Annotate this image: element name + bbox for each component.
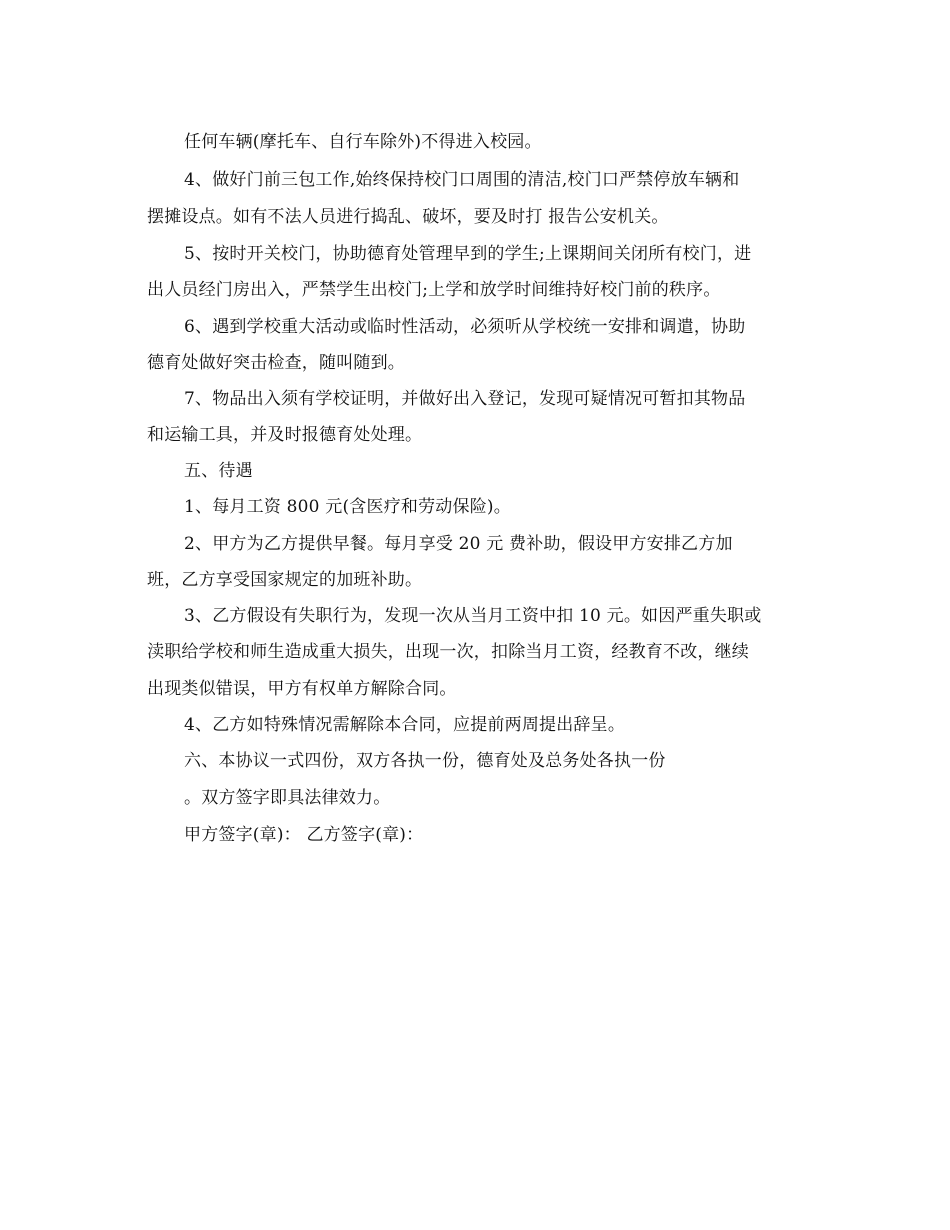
text-line: 5、按时开关校门，协助德育处管理早到的学生;上课期间关闭所有校门，进 [184,244,752,264]
text-line: 。双方签字即具法律效力。 [184,788,391,808]
text-line: 7、物品出入须有学校证明，并做好出入登记，发现可疑情况可暂扣其物品 [184,389,746,409]
signature-line: 甲方签字(章)： 乙方签字(章)： [184,825,424,845]
text-line: 和运输工具，并及时报德育处处理。 [147,425,423,445]
section-heading: 五、待遇 [184,461,253,481]
text-line: 2、甲方为乙方提供早餐。每月享受 20 元 费补助，假设甲方安排乙方加 [184,534,733,554]
text-line: 六、本协议一式四份，双方各执一份，德育处及总务处各执一份 [184,751,666,771]
text-line: 1、每月工资 800 元(含医疗和劳动保险)。 [184,497,511,517]
text-line: 摆摊设点。如有不法人员进行捣乱、破坏，要及时打 报告公安机关。 [147,207,669,227]
text-line: 任何车辆(摩托车、自行车除外)不得进入校园。 [184,132,542,152]
text-line: 德育处做好突击检查，随叫随到。 [147,353,405,373]
text-line: 出现类似错误，甲方有权单方解除合同。 [147,679,457,699]
text-line: 出人员经门房出入，严禁学生出校门;上学和放学时间维持好校门前的秩序。 [147,280,721,300]
text-line: 6、遇到学校重大活动或临时性活动，必须听从学校统一安排和调遣，协助 [184,317,746,337]
text-line: 4、乙方如特殊情况需解除本合同，应提前两周提出辞呈。 [184,715,626,735]
text-line: 渎职给学校和师生造成重大损失，出现一次，扣除当月工资，经教育不改，继续 [147,642,749,662]
text-line: 班，乙方享受国家规定的加班补助。 [147,570,423,590]
text-line: 4、做好门前三包工作,始终保持校门口周围的清洁,校门口严禁停放车辆和 [184,170,740,190]
text-line: 3、乙方假设有失职行为，发现一次从当月工资中扣 10 元。如因严重失职或 [184,606,762,626]
